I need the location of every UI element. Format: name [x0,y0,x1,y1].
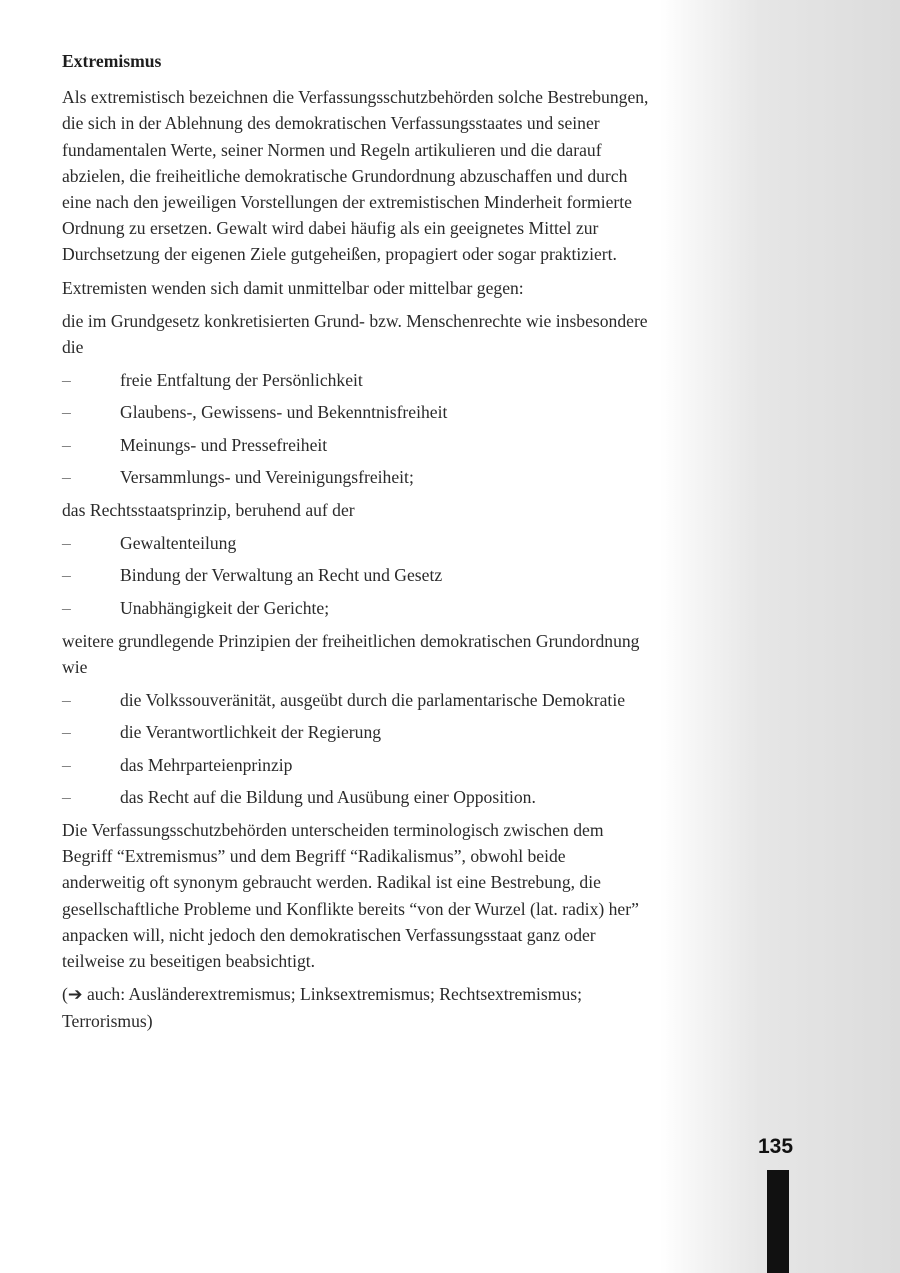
list-item-text: das Mehrparteienprinzip [120,754,293,775]
list-item-text: die Volkssouveränität, ausgeübt durch die parlamentarische Demokratie [120,690,626,711]
entry-heading: Extremismus [62,51,162,71]
list-item [62,464,652,490]
dash-mark: – [62,597,71,618]
list-item [62,687,652,713]
list-item-text: Gewaltenteilung [120,533,237,554]
basic-rights-paragraph: die im Grundgesetz konkretisierten Grund- bzw. Menschenrechte wie insbesondere die [62,310,648,358]
list-item [62,752,652,778]
dash-mark: – [62,754,71,775]
thumb-index-bar [767,1170,789,1273]
definition-paragraph: Als extremistisch bezeichnen die Verfassungsschutzbehörden solche Bestrebungen, die sich in der Ablehnung des demokratischen Verfassungsstaates und seiner fundamentalen Werte, seiner Normen und Regeln artikulieren und die darauf abzielen, die freiheitliche demokratische Grundordnung abzuschaffen und durch eine nach den jeweiligen Vorstellungen der extremistischen Minderheit formierte Ordnung zu ersetzen. Gewalt wird dabei häufig als ein geeignetes Mittel zur Durchsetzung der eigenen Ziele gutgeheißen, propagiert oder sogar praktiziert. [62,87,649,265]
basic-rights-list [62,367,652,490]
cross-reference-paragraph: (➔ auch: Ausländerextremismus; Linksextremismus; Rechtsextremismus; Terrorismus) [62,984,582,1031]
page-number: 135 [758,1135,794,1158]
principles-paragraph: weitere grundlegende Prinzipien der freiheitlichen demokratischen Grundordnung wie [62,630,640,678]
list-item-text: Bindung der Verwaltung an Recht und Gesetz [120,565,443,586]
list-item-text: das Recht auf die Bildung und Ausübung einer Opposition. [120,786,536,807]
list-item [62,399,652,425]
dash-mark: – [62,690,71,711]
principles-list [62,687,652,810]
rule-of-law-list [62,530,652,621]
dash-mark: – [62,370,71,391]
list-item-text: Versammlungs- und Vereinigungsfreiheit; [120,466,414,487]
list-item [62,719,652,745]
intro-paragraph: Extremisten wenden sich damit unmittelbar oder mittelbar gegen: [62,277,524,298]
list-item [62,562,652,588]
dash-mark: – [62,434,71,455]
list-item [62,530,652,556]
dash-mark: – [62,402,71,423]
list-item-text: Glaubens-, Gewissens- und Bekenntnisfreiheit [120,402,448,423]
list-item-text: die Verantwortlichkeit der Regierung [120,722,382,743]
list-item [62,595,652,621]
dash-mark: – [62,466,71,487]
list-item-text: Meinungs- und Pressefreiheit [120,434,328,455]
rule-of-law-paragraph: das Rechtsstaatsprinzip, beruhend auf der [62,500,355,521]
page-content [62,48,652,1041]
list-item [62,367,652,393]
dash-mark: – [62,533,71,554]
list-item-text: Unabhängigkeit der Gerichte; [120,597,330,618]
list-item [62,432,652,458]
dash-mark: – [62,722,71,743]
list-item [62,784,652,810]
dash-mark: – [62,786,71,807]
list-item-text: freie Entfaltung der Persönlichkeit [120,370,363,391]
terminology-paragraph: Die Verfassungsschutzbehörden unterscheiden terminologisch zwischen dem Begriff “Extremismus” und dem Begriff “Radikalismus”, obwohl beide anderweitig oft synonym gebraucht werden. Radikal ist eine Bestrebung, die gesellschaftliche Probleme und Konflikte bereits “von der Wurzel (lat. radix) her” anpacken will, nicht jedoch den demokratischen Verfassungsstaat ganz oder teilweise zu beseitigen beabsichtigt. [62,820,639,972]
dash-mark: – [62,565,71,586]
